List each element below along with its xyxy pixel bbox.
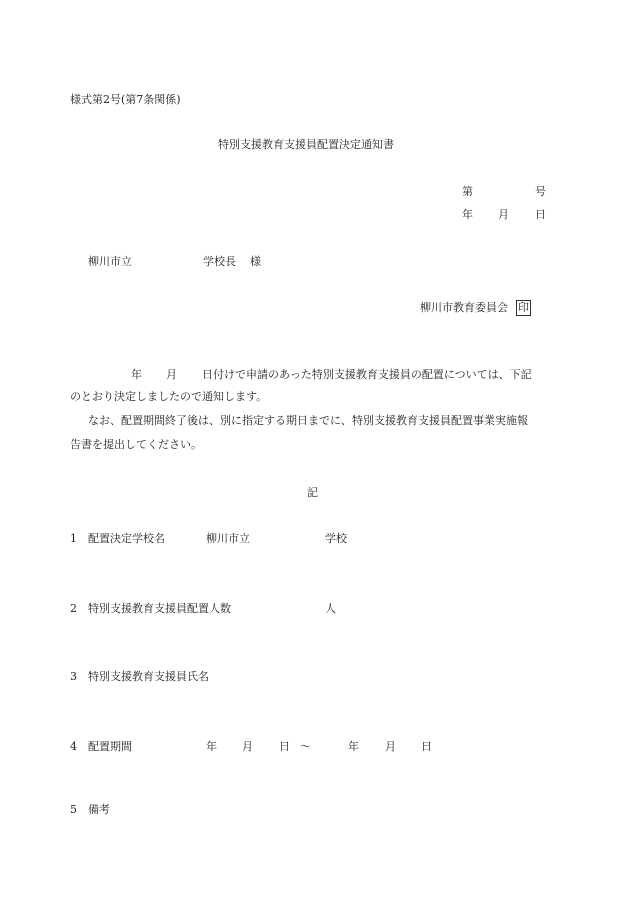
item4-year-end: 年 <box>348 740 359 753</box>
date-day: 日 <box>535 208 546 221</box>
document-title: 特別支援教育支援員配置決定通知書 <box>218 138 394 151</box>
number-dai: 第 <box>462 185 473 198</box>
addressee-principal: 学校長 <box>203 255 236 268</box>
ki-heading: 記 <box>307 486 318 499</box>
body-line3: なお、配置期間終了後は、別に指定する期日までに、特別支援教育支援員配置事業実施報 <box>88 414 528 427</box>
date-year: 年 <box>462 208 473 221</box>
item4-day-end: 日 <box>421 740 432 753</box>
seal-mark: 印 <box>518 301 529 314</box>
body-month: 月 <box>166 368 177 381</box>
addressee-school-prefix: 柳川市立 <box>88 255 132 268</box>
sender-name: 柳川市教育委員会 <box>420 301 508 314</box>
item4-month-end: 月 <box>385 740 396 753</box>
item1-prefix: 柳川市立 <box>206 532 250 545</box>
item1-label: 1 配置決定学校名 <box>70 532 165 545</box>
body-line4: 告書を提出してください。 <box>70 438 202 451</box>
number-go: 号 <box>535 185 546 198</box>
body-line2: のとおり決定しましたので通知します。 <box>70 390 268 403</box>
body-line1-text: 日付けで申請のあった特別支援教育支援員の配置については、下記 <box>202 368 532 381</box>
addressee-honorific: 様 <box>250 255 261 268</box>
item3-label: 3 特別支援教育支援員氏名 <box>70 670 209 683</box>
item4-month-start: 月 <box>242 740 253 753</box>
item4-tilde: ～ <box>300 740 311 753</box>
item5-label: 5 備考 <box>70 803 110 816</box>
item1-suffix: 学校 <box>325 532 347 545</box>
sender-block <box>420 300 531 316</box>
item4-year-start: 年 <box>206 740 217 753</box>
item2-label: 2 特別支援教育支援員配置人数 <box>70 602 231 615</box>
item4-label: 4 配置期間 <box>70 740 132 753</box>
body-year: 年 <box>131 368 142 381</box>
form-label: 様式第2号(第7条関係) <box>70 93 181 106</box>
item2-unit: 人 <box>325 602 336 615</box>
date-month: 月 <box>498 208 509 221</box>
item4-day-start: 日 <box>279 740 290 753</box>
